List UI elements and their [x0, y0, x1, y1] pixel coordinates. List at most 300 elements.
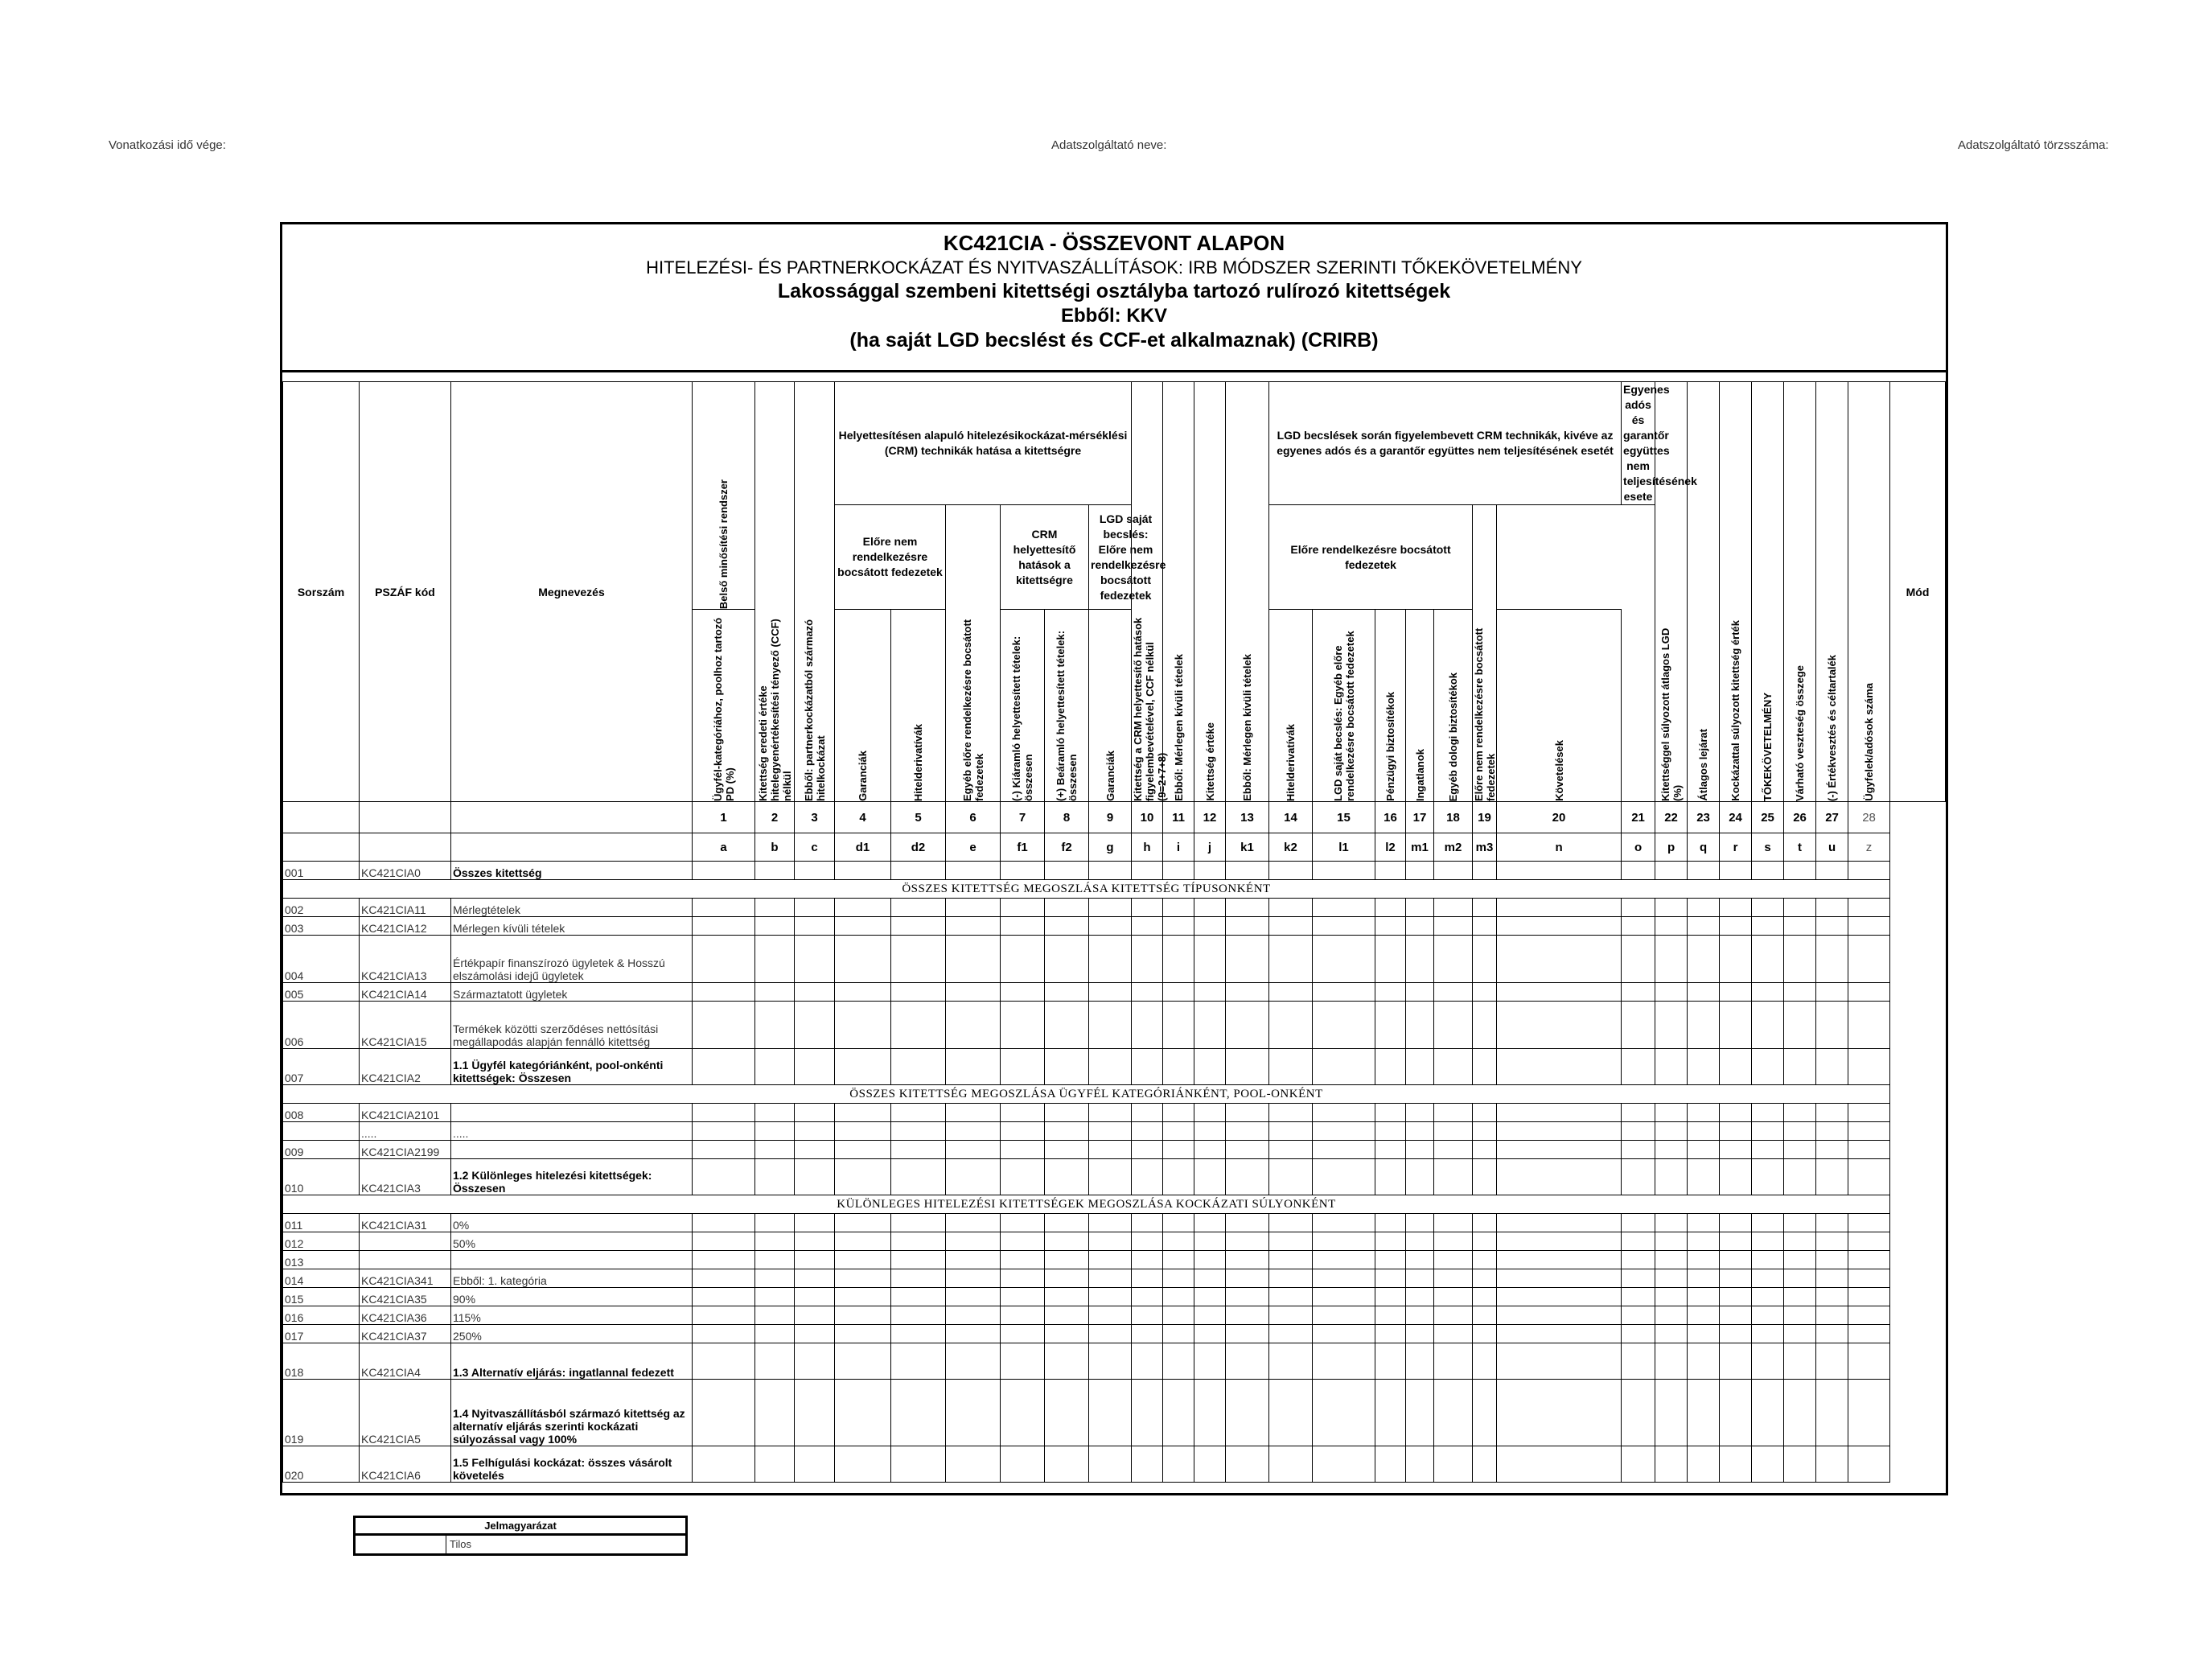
data-cell[interactable] — [1655, 1232, 1688, 1251]
data-cell[interactable] — [946, 1380, 1001, 1446]
data-cell[interactable] — [1163, 1288, 1194, 1306]
data-cell[interactable] — [1720, 1380, 1752, 1446]
data-cell[interactable] — [1816, 1325, 1848, 1343]
data-cell[interactable] — [1163, 862, 1194, 880]
data-cell[interactable] — [1473, 1214, 1497, 1232]
data-cell[interactable] — [891, 1343, 946, 1380]
data-cell[interactable] — [1784, 1232, 1816, 1251]
data-cell[interactable] — [1688, 1446, 1720, 1483]
data-cell[interactable] — [1720, 862, 1752, 880]
data-cell[interactable] — [1089, 1269, 1132, 1288]
data-cell[interactable] — [1132, 1232, 1163, 1251]
data-cell[interactable] — [1313, 1104, 1375, 1122]
data-cell[interactable] — [755, 1288, 795, 1306]
data-cell[interactable] — [1001, 1002, 1045, 1049]
data-cell[interactable] — [1752, 1251, 1784, 1269]
data-cell[interactable] — [1269, 1446, 1313, 1483]
data-cell[interactable] — [1816, 1141, 1848, 1159]
data-cell[interactable] — [1194, 1343, 1226, 1380]
data-cell[interactable] — [1313, 1325, 1375, 1343]
data-cell[interactable] — [891, 1049, 946, 1085]
data-cell[interactable] — [835, 917, 891, 936]
data-cell[interactable] — [1434, 1251, 1473, 1269]
data-cell[interactable] — [1688, 1159, 1720, 1195]
data-cell[interactable] — [1269, 1306, 1313, 1325]
data-cell[interactable] — [1406, 1049, 1434, 1085]
data-cell[interactable] — [1622, 862, 1655, 880]
data-cell[interactable] — [795, 1288, 835, 1306]
data-cell[interactable] — [755, 1343, 795, 1380]
data-cell[interactable] — [1406, 1159, 1434, 1195]
data-cell[interactable] — [1816, 1049, 1848, 1085]
data-cell[interactable] — [1622, 899, 1655, 917]
data-cell[interactable] — [1720, 1306, 1752, 1325]
data-cell[interactable] — [1784, 1269, 1816, 1288]
data-cell[interactable] — [1313, 1288, 1375, 1306]
data-cell[interactable] — [1622, 1251, 1655, 1269]
data-cell[interactable] — [1622, 1104, 1655, 1122]
data-cell[interactable] — [1194, 936, 1226, 983]
data-cell[interactable] — [755, 1232, 795, 1251]
data-cell[interactable] — [1406, 917, 1434, 936]
data-cell[interactable] — [795, 1104, 835, 1122]
data-cell[interactable] — [1816, 983, 1848, 1002]
data-cell[interactable] — [1655, 1122, 1688, 1141]
data-cell[interactable] — [891, 1325, 946, 1343]
data-cell[interactable] — [693, 1306, 755, 1325]
data-cell[interactable] — [1194, 1159, 1226, 1195]
data-cell[interactable] — [1132, 1049, 1163, 1085]
data-cell[interactable] — [1406, 1446, 1434, 1483]
data-cell[interactable] — [1194, 1325, 1226, 1343]
data-cell[interactable] — [1269, 1325, 1313, 1343]
data-cell[interactable] — [1473, 1288, 1497, 1306]
data-cell[interactable] — [1089, 1306, 1132, 1325]
data-cell[interactable] — [1001, 1141, 1045, 1159]
data-cell[interactable] — [1655, 1049, 1688, 1085]
data-cell[interactable] — [795, 1141, 835, 1159]
data-cell[interactable] — [835, 1232, 891, 1251]
data-cell[interactable] — [1375, 1141, 1406, 1159]
data-cell[interactable] — [1375, 1104, 1406, 1122]
data-cell[interactable] — [1269, 1002, 1313, 1049]
data-cell[interactable] — [1688, 983, 1720, 1002]
data-cell[interactable] — [946, 1049, 1001, 1085]
data-cell[interactable] — [693, 917, 755, 936]
data-cell[interactable] — [1375, 1049, 1406, 1085]
data-cell[interactable] — [1001, 1159, 1045, 1195]
data-cell[interactable] — [1848, 1049, 1890, 1085]
data-cell[interactable] — [1226, 1380, 1269, 1446]
data-cell[interactable] — [1720, 1343, 1752, 1380]
data-cell[interactable] — [835, 936, 891, 983]
data-cell[interactable] — [1406, 1288, 1434, 1306]
data-cell[interactable] — [1784, 1049, 1816, 1085]
data-cell[interactable] — [1688, 1232, 1720, 1251]
data-cell[interactable] — [1226, 862, 1269, 880]
data-cell[interactable] — [1313, 1159, 1375, 1195]
data-cell[interactable] — [1688, 1306, 1720, 1325]
data-cell[interactable] — [1816, 1159, 1848, 1195]
data-cell[interactable] — [1752, 1232, 1784, 1251]
data-cell[interactable] — [1497, 1232, 1622, 1251]
data-cell[interactable] — [693, 1104, 755, 1122]
data-cell[interactable] — [835, 1380, 891, 1446]
data-cell[interactable] — [1848, 936, 1890, 983]
data-cell[interactable] — [1226, 1104, 1269, 1122]
data-cell[interactable] — [1001, 1380, 1045, 1446]
data-cell[interactable] — [891, 1288, 946, 1306]
data-cell[interactable] — [1313, 1002, 1375, 1049]
data-cell[interactable] — [1688, 1269, 1720, 1288]
data-cell[interactable] — [1163, 1214, 1194, 1232]
data-cell[interactable] — [891, 1104, 946, 1122]
data-cell[interactable] — [1045, 1159, 1089, 1195]
data-cell[interactable] — [693, 899, 755, 917]
data-cell[interactable] — [1226, 1232, 1269, 1251]
data-cell[interactable] — [1434, 1002, 1473, 1049]
data-cell[interactable] — [1375, 936, 1406, 983]
data-cell[interactable] — [1816, 1269, 1848, 1288]
data-cell[interactable] — [835, 1343, 891, 1380]
data-cell[interactable] — [1752, 1343, 1784, 1380]
data-cell[interactable] — [1784, 1343, 1816, 1380]
data-cell[interactable] — [1848, 1325, 1890, 1343]
data-cell[interactable] — [1194, 1380, 1226, 1446]
data-cell[interactable] — [1622, 983, 1655, 1002]
data-cell[interactable] — [795, 1446, 835, 1483]
data-cell[interactable] — [755, 1306, 795, 1325]
data-cell[interactable] — [1752, 1214, 1784, 1232]
data-cell[interactable] — [1132, 899, 1163, 917]
data-cell[interactable] — [1848, 1002, 1890, 1049]
data-cell[interactable] — [1375, 1122, 1406, 1141]
data-cell[interactable] — [1784, 1104, 1816, 1122]
data-cell[interactable] — [1375, 1288, 1406, 1306]
data-cell[interactable] — [1132, 1159, 1163, 1195]
data-cell[interactable] — [1001, 899, 1045, 917]
data-cell[interactable] — [1406, 983, 1434, 1002]
data-cell[interactable] — [1163, 1002, 1194, 1049]
data-cell[interactable] — [1434, 983, 1473, 1002]
data-cell[interactable] — [1497, 1380, 1622, 1446]
data-cell[interactable] — [1473, 1251, 1497, 1269]
data-cell[interactable] — [1269, 899, 1313, 917]
data-cell[interactable] — [835, 1214, 891, 1232]
data-cell[interactable] — [1497, 1214, 1622, 1232]
data-cell[interactable] — [946, 1288, 1001, 1306]
data-cell[interactable] — [1406, 1122, 1434, 1141]
data-cell[interactable] — [1406, 1325, 1434, 1343]
data-cell[interactable] — [1406, 1214, 1434, 1232]
data-cell[interactable] — [1622, 1380, 1655, 1446]
data-cell[interactable] — [1226, 1122, 1269, 1141]
data-cell[interactable] — [1434, 1214, 1473, 1232]
data-cell[interactable] — [1688, 1288, 1720, 1306]
data-cell[interactable] — [1816, 862, 1848, 880]
data-cell[interactable] — [1848, 1446, 1890, 1483]
data-cell[interactable] — [1688, 936, 1720, 983]
data-cell[interactable] — [693, 1325, 755, 1343]
data-cell[interactable] — [1434, 1232, 1473, 1251]
data-cell[interactable] — [1434, 1141, 1473, 1159]
data-cell[interactable] — [1375, 1214, 1406, 1232]
data-cell[interactable] — [946, 917, 1001, 936]
data-cell[interactable] — [1045, 1232, 1089, 1251]
data-cell[interactable] — [1132, 1269, 1163, 1288]
data-cell[interactable] — [795, 862, 835, 880]
data-cell[interactable] — [1752, 1269, 1784, 1288]
data-cell[interactable] — [795, 1159, 835, 1195]
data-cell[interactable] — [1269, 1288, 1313, 1306]
data-cell[interactable] — [1688, 917, 1720, 936]
data-cell[interactable] — [1375, 1269, 1406, 1288]
data-cell[interactable] — [1655, 1251, 1688, 1269]
data-cell[interactable] — [1784, 1122, 1816, 1141]
data-cell[interactable] — [1226, 1049, 1269, 1085]
data-cell[interactable] — [1089, 1380, 1132, 1446]
data-cell[interactable] — [1226, 1251, 1269, 1269]
data-cell[interactable] — [1497, 936, 1622, 983]
data-cell[interactable] — [835, 1251, 891, 1269]
data-cell[interactable] — [1688, 1214, 1720, 1232]
data-cell[interactable] — [1434, 1159, 1473, 1195]
data-cell[interactable] — [1163, 1159, 1194, 1195]
data-cell[interactable] — [1313, 1306, 1375, 1325]
data-cell[interactable] — [1226, 1159, 1269, 1195]
data-cell[interactable] — [1001, 1104, 1045, 1122]
data-cell[interactable] — [1720, 917, 1752, 936]
data-cell[interactable] — [1497, 1343, 1622, 1380]
data-cell[interactable] — [1622, 1214, 1655, 1232]
data-cell[interactable] — [1406, 1141, 1434, 1159]
data-cell[interactable] — [795, 1122, 835, 1141]
data-cell[interactable] — [1226, 1002, 1269, 1049]
data-cell[interactable] — [1784, 1288, 1816, 1306]
data-cell[interactable] — [1089, 862, 1132, 880]
data-cell[interactable] — [795, 983, 835, 1002]
data-cell[interactable] — [1269, 1232, 1313, 1251]
data-cell[interactable] — [1473, 1380, 1497, 1446]
data-cell[interactable] — [1816, 1306, 1848, 1325]
data-cell[interactable] — [1434, 1104, 1473, 1122]
data-cell[interactable] — [1497, 1306, 1622, 1325]
data-cell[interactable] — [1497, 1159, 1622, 1195]
data-cell[interactable] — [1752, 862, 1784, 880]
data-cell[interactable] — [693, 1380, 755, 1446]
data-cell[interactable] — [946, 983, 1001, 1002]
data-cell[interactable] — [891, 1251, 946, 1269]
data-cell[interactable] — [1497, 1049, 1622, 1085]
data-cell[interactable] — [1622, 1141, 1655, 1159]
data-cell[interactable] — [1001, 1214, 1045, 1232]
data-cell[interactable] — [1045, 1446, 1089, 1483]
data-cell[interactable] — [1497, 917, 1622, 936]
data-cell[interactable] — [1313, 1446, 1375, 1483]
data-cell[interactable] — [1720, 1049, 1752, 1085]
data-cell[interactable] — [795, 1049, 835, 1085]
data-cell[interactable] — [891, 1232, 946, 1251]
data-cell[interactable] — [1688, 1251, 1720, 1269]
data-cell[interactable] — [1375, 1306, 1406, 1325]
data-cell[interactable] — [1720, 899, 1752, 917]
data-cell[interactable] — [1406, 936, 1434, 983]
data-cell[interactable] — [1132, 1122, 1163, 1141]
data-cell[interactable] — [835, 1104, 891, 1122]
data-cell[interactable] — [795, 1343, 835, 1380]
data-cell[interactable] — [1622, 1325, 1655, 1343]
data-cell[interactable] — [1622, 1306, 1655, 1325]
data-cell[interactable] — [835, 1002, 891, 1049]
data-cell[interactable] — [891, 1141, 946, 1159]
data-cell[interactable] — [1622, 936, 1655, 983]
data-cell[interactable] — [1313, 917, 1375, 936]
data-cell[interactable] — [1434, 899, 1473, 917]
data-cell[interactable] — [1497, 1122, 1622, 1141]
data-cell[interactable] — [1688, 1343, 1720, 1380]
data-cell[interactable] — [1089, 1049, 1132, 1085]
data-cell[interactable] — [1497, 1141, 1622, 1159]
data-cell[interactable] — [1132, 983, 1163, 1002]
data-cell[interactable] — [1752, 1306, 1784, 1325]
data-cell[interactable] — [1375, 1251, 1406, 1269]
data-cell[interactable] — [1194, 899, 1226, 917]
data-cell[interactable] — [1497, 1251, 1622, 1269]
data-cell[interactable] — [1089, 1122, 1132, 1141]
data-cell[interactable] — [1473, 1232, 1497, 1251]
data-cell[interactable] — [1720, 1002, 1752, 1049]
data-cell[interactable] — [1001, 1269, 1045, 1288]
data-cell[interactable] — [755, 1049, 795, 1085]
data-cell[interactable] — [1045, 1343, 1089, 1380]
data-cell[interactable] — [1622, 1122, 1655, 1141]
data-cell[interactable] — [1132, 1002, 1163, 1049]
data-cell[interactable] — [946, 1214, 1001, 1232]
data-cell[interactable] — [1375, 1232, 1406, 1251]
data-cell[interactable] — [1688, 1380, 1720, 1446]
data-cell[interactable] — [1163, 1049, 1194, 1085]
data-cell[interactable] — [1045, 936, 1089, 983]
data-cell[interactable] — [1089, 917, 1132, 936]
data-cell[interactable] — [1434, 917, 1473, 936]
data-cell[interactable] — [1816, 1380, 1848, 1446]
data-cell[interactable] — [946, 862, 1001, 880]
data-cell[interactable] — [835, 899, 891, 917]
data-cell[interactable] — [1163, 1306, 1194, 1325]
data-cell[interactable] — [1622, 1002, 1655, 1049]
data-cell[interactable] — [1622, 1159, 1655, 1195]
data-cell[interactable] — [1434, 862, 1473, 880]
data-cell[interactable] — [1001, 1122, 1045, 1141]
data-cell[interactable] — [1163, 899, 1194, 917]
data-cell[interactable] — [1655, 1288, 1688, 1306]
data-cell[interactable] — [946, 1104, 1001, 1122]
data-cell[interactable] — [1497, 983, 1622, 1002]
data-cell[interactable] — [1784, 983, 1816, 1002]
data-cell[interactable] — [693, 936, 755, 983]
data-cell[interactable] — [1089, 1251, 1132, 1269]
data-cell[interactable] — [1497, 1288, 1622, 1306]
data-cell[interactable] — [795, 936, 835, 983]
data-cell[interactable] — [795, 1214, 835, 1232]
data-cell[interactable] — [1473, 1141, 1497, 1159]
data-cell[interactable] — [693, 1122, 755, 1141]
data-cell[interactable] — [835, 1122, 891, 1141]
data-cell[interactable] — [1089, 1325, 1132, 1343]
data-cell[interactable] — [946, 1002, 1001, 1049]
data-cell[interactable] — [1752, 1159, 1784, 1195]
data-cell[interactable] — [946, 1232, 1001, 1251]
data-cell[interactable] — [1132, 917, 1163, 936]
data-cell[interactable] — [1375, 1380, 1406, 1446]
data-cell[interactable] — [1375, 899, 1406, 917]
data-cell[interactable] — [755, 1269, 795, 1288]
data-cell[interactable] — [891, 983, 946, 1002]
data-cell[interactable] — [1194, 1288, 1226, 1306]
data-cell[interactable] — [1132, 1325, 1163, 1343]
data-cell[interactable] — [1720, 1446, 1752, 1483]
data-cell[interactable] — [1473, 1002, 1497, 1049]
data-cell[interactable] — [1194, 1232, 1226, 1251]
data-cell[interactable] — [795, 1380, 835, 1446]
data-cell[interactable] — [1655, 1104, 1688, 1122]
data-cell[interactable] — [1497, 1325, 1622, 1343]
data-cell[interactable] — [1784, 1380, 1816, 1446]
data-cell[interactable] — [1473, 1104, 1497, 1122]
data-cell[interactable] — [1163, 1269, 1194, 1288]
data-cell[interactable] — [1045, 899, 1089, 917]
data-cell[interactable] — [693, 1214, 755, 1232]
data-cell[interactable] — [1720, 1122, 1752, 1141]
data-cell[interactable] — [1816, 1104, 1848, 1122]
data-cell[interactable] — [1163, 1141, 1194, 1159]
data-cell[interactable] — [795, 1306, 835, 1325]
data-cell[interactable] — [1163, 1325, 1194, 1343]
data-cell[interactable] — [891, 1002, 946, 1049]
data-cell[interactable] — [1752, 1002, 1784, 1049]
data-cell[interactable] — [693, 1232, 755, 1251]
data-cell[interactable] — [1375, 862, 1406, 880]
data-cell[interactable] — [1655, 1380, 1688, 1446]
data-cell[interactable] — [1784, 862, 1816, 880]
data-cell[interactable] — [1655, 983, 1688, 1002]
data-cell[interactable] — [1001, 1343, 1045, 1380]
data-cell[interactable] — [1688, 1141, 1720, 1159]
data-cell[interactable] — [693, 862, 755, 880]
data-cell[interactable] — [1045, 1049, 1089, 1085]
data-cell[interactable] — [693, 1141, 755, 1159]
data-cell[interactable] — [795, 917, 835, 936]
data-cell[interactable] — [1434, 1343, 1473, 1380]
data-cell[interactable] — [1089, 936, 1132, 983]
data-cell[interactable] — [1001, 862, 1045, 880]
data-cell[interactable] — [1688, 1122, 1720, 1141]
data-cell[interactable] — [693, 983, 755, 1002]
data-cell[interactable] — [1622, 1232, 1655, 1251]
data-cell[interactable] — [1848, 1251, 1890, 1269]
data-cell[interactable] — [1089, 1002, 1132, 1049]
data-cell[interactable] — [755, 917, 795, 936]
data-cell[interactable] — [1226, 917, 1269, 936]
data-cell[interactable] — [1473, 1159, 1497, 1195]
data-cell[interactable] — [1622, 1446, 1655, 1483]
data-cell[interactable] — [755, 1002, 795, 1049]
data-cell[interactable] — [1816, 1343, 1848, 1380]
data-cell[interactable] — [1655, 1269, 1688, 1288]
data-cell[interactable] — [1816, 936, 1848, 983]
data-cell[interactable] — [1194, 983, 1226, 1002]
data-cell[interactable] — [1269, 862, 1313, 880]
